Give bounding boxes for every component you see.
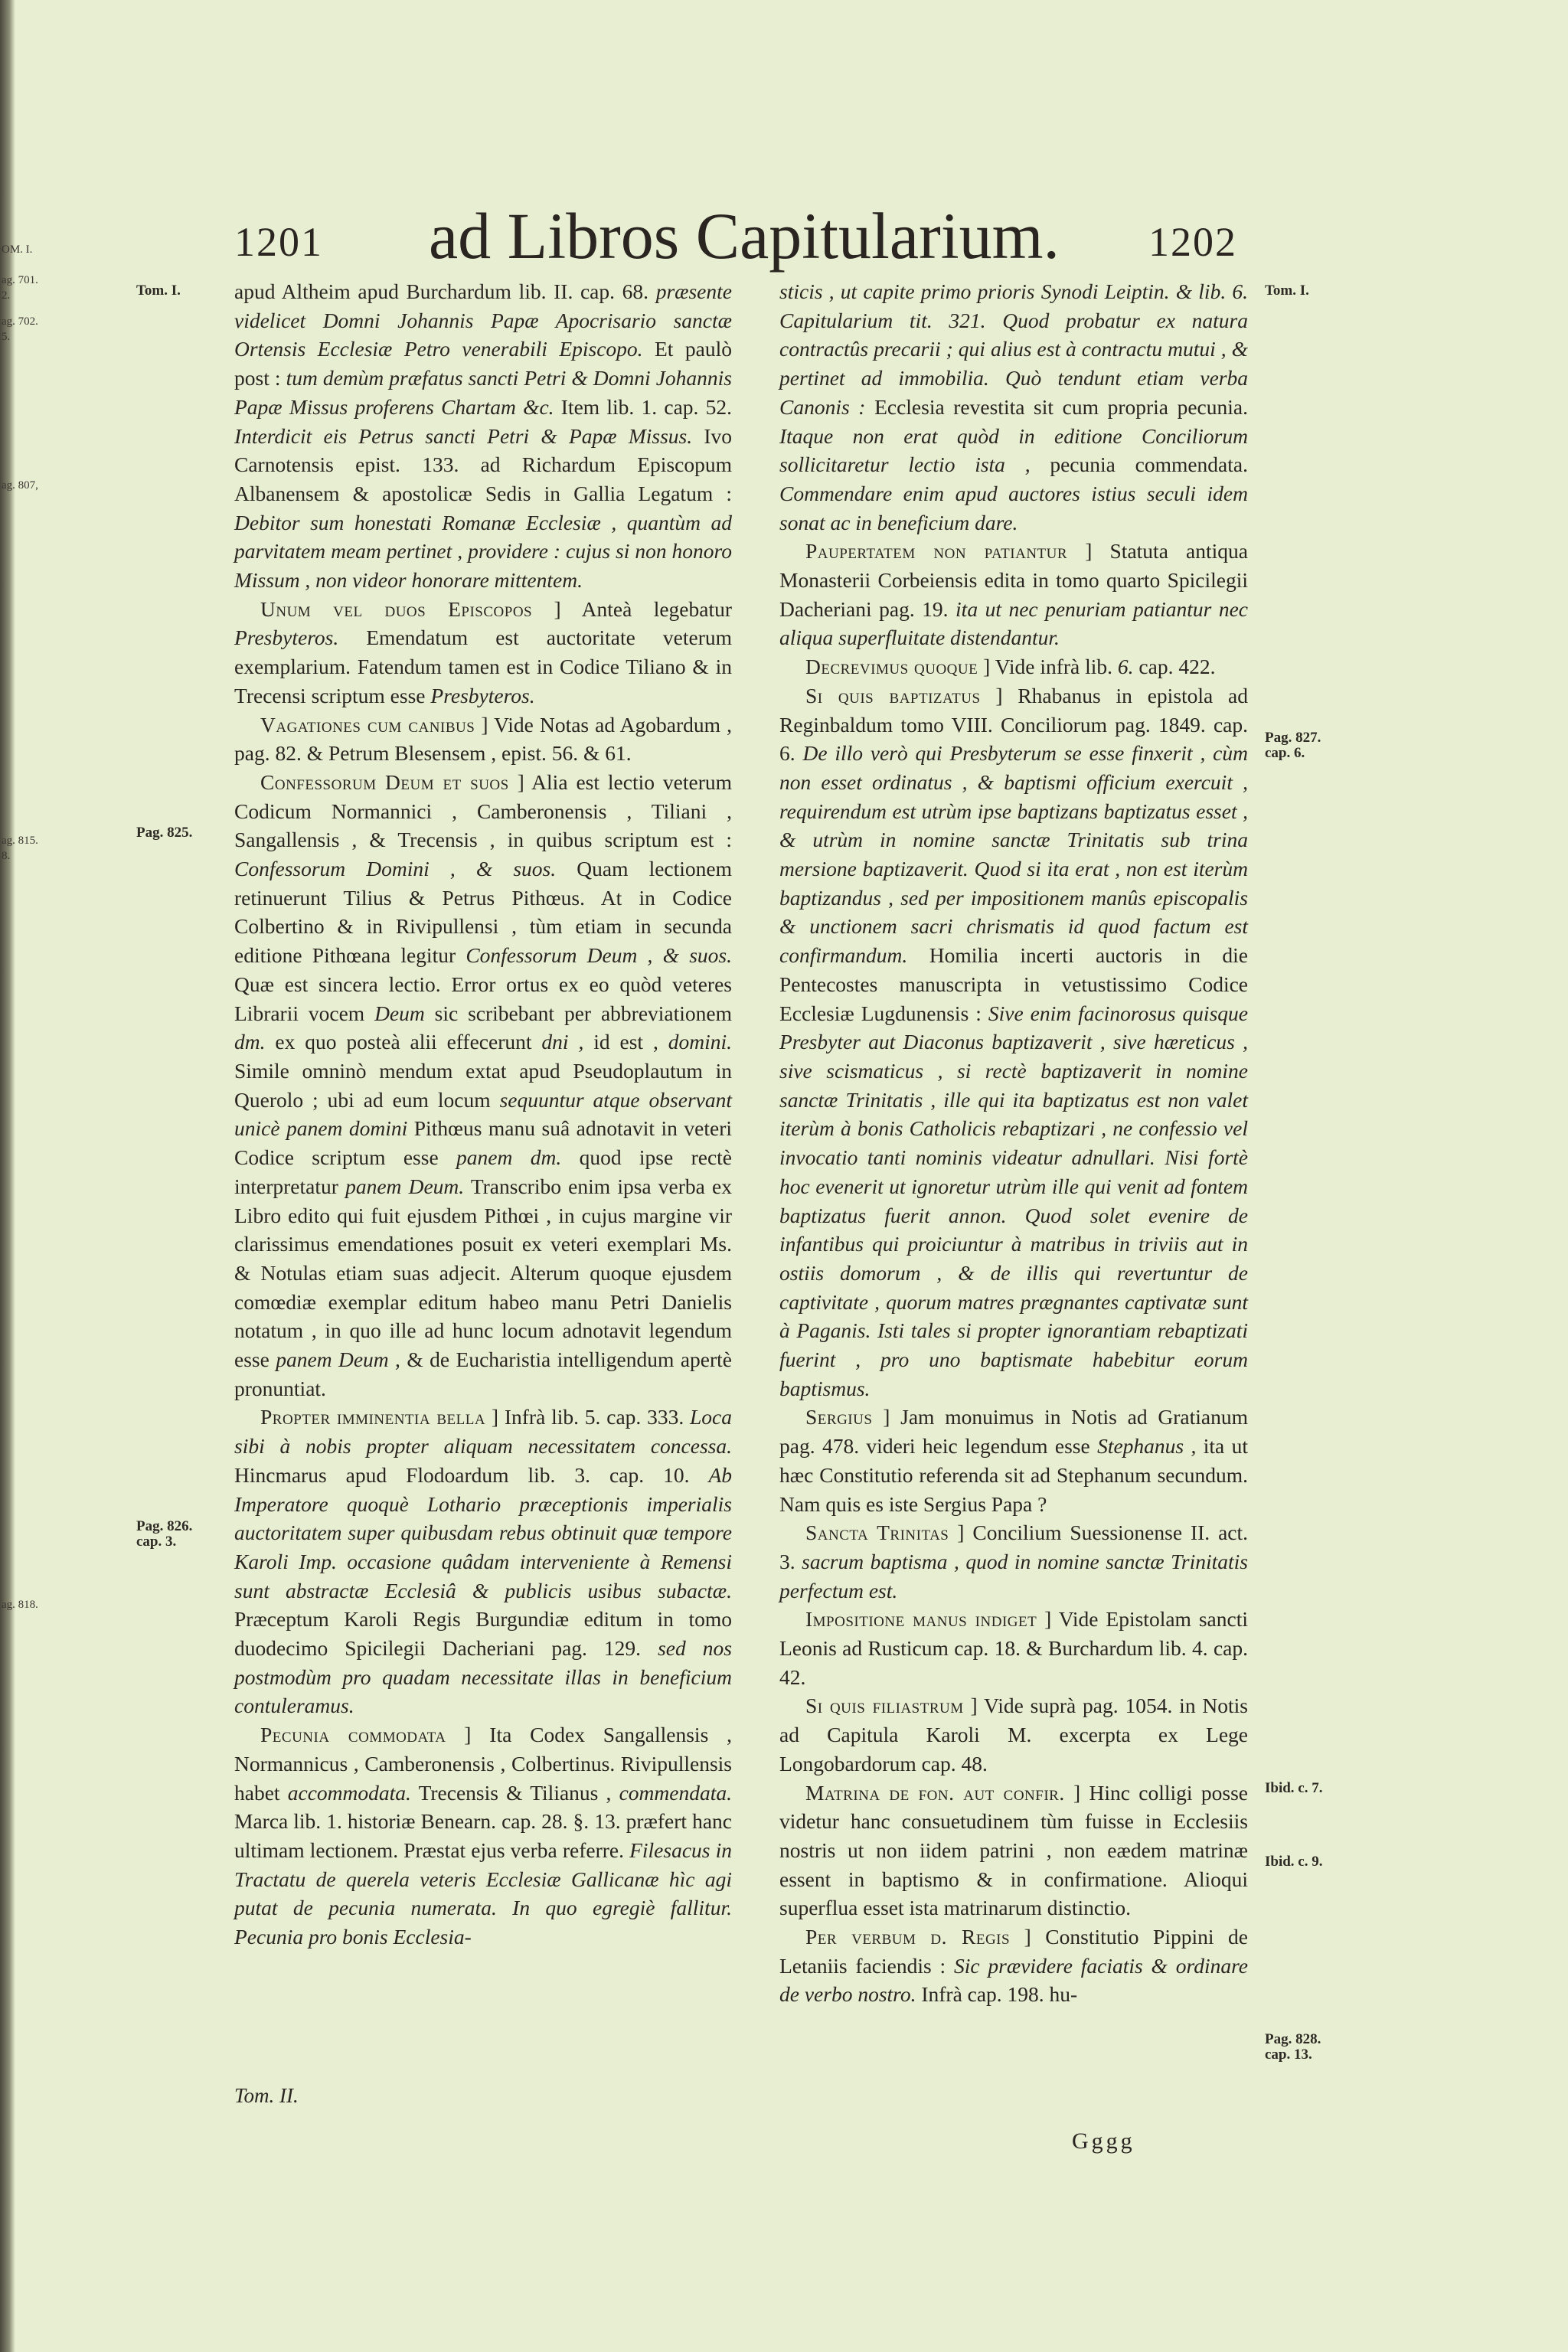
quoted-text: panem dm. xyxy=(456,1145,562,1170)
quoted-text: panem Deum. xyxy=(345,1174,465,1198)
note-text: cap. 422. xyxy=(1133,655,1216,679)
quoted-text: domini. xyxy=(668,1030,732,1054)
note-entry xyxy=(779,1403,1248,1518)
margin-note-left: Tom. I. xyxy=(136,283,181,299)
note-text: quod ipse rectè interpretatur xyxy=(234,1145,732,1198)
note-text: Simile omninò mendum extat apud Pseudoplautum in Querolo ; ubi ad eum locum xyxy=(234,1058,732,1112)
note-entry xyxy=(779,1518,1248,1605)
note-text: Quæ est sincera lectio. Error ortus ex eo quòd veteres Librarii vocem xyxy=(234,972,732,1025)
note-text: & de Eucharistia intelligendum apertè pronuntiat. xyxy=(234,1348,732,1400)
prev-page-fragment: 5. xyxy=(2,331,11,343)
prev-page-fragment: ag. 815. xyxy=(2,835,38,847)
lemma-heading: Si quis filiastrum xyxy=(805,1694,964,1718)
left-page-number: 1201 xyxy=(234,219,323,265)
note-text: ] Alia est lectio veterum Codicum Normannici , Camberonensis , Tiliani , Sangallensis , & Trecensis , in quibus scriptum est : xyxy=(234,769,732,852)
note-text: Item lib. 1. cap. 52. xyxy=(554,394,732,419)
margin-note-left: Pag. 825. xyxy=(136,825,193,841)
lemma-heading: Propter imminentia bella xyxy=(260,1405,486,1429)
quoted-text: Confessorum Domini , & suos. xyxy=(234,857,557,881)
lemma-heading: Vagationes cum canibus xyxy=(260,712,475,737)
note-text: Trecensis & Tilianus , xyxy=(410,1780,619,1805)
running-title: ad Libros Capitularium. xyxy=(429,199,1060,273)
note-text: apud Altheim apud Burchardum lib. II. cap. 68. xyxy=(234,279,656,303)
note-text: ] Vide Epistolam sancti Leonis ad Rusticum cap. 18. & Burchardum lib. 4. cap. 42. xyxy=(779,1607,1248,1689)
note-text: Ivo Carnotensis epist. 133. ad Richardum Episcopum Albanensem & apostolicæ Sedis in Gallia Legatum : xyxy=(234,423,732,505)
prev-page-fragment: 8. xyxy=(2,850,11,862)
note-text: sic scribebant per abbreviationem xyxy=(424,1001,732,1025)
quoted-text: Commendare enim apud auctores istius seculi idem sonat ac in beneficium dare. xyxy=(779,481,1248,534)
margin-note-left: Pag. 826. xyxy=(136,1518,193,1534)
quoted-text: Interdicit eis Petrus sancti Petri & Papæ Missus. xyxy=(234,423,693,448)
note-entry xyxy=(234,1403,732,1720)
note-text: ] Vide infrà lib. xyxy=(978,655,1118,679)
prev-page-fragment: ag. 818. xyxy=(2,1599,38,1611)
note-text: ] Infrà lib. 5. cap. 333. xyxy=(485,1405,691,1429)
note-text: Infrà cap. 198. hu- xyxy=(916,1982,1078,2007)
note-text: Quam lectionem retinuerunt Tilius & Petrus Pithœus. At in Codice Colbertino & in Rivipullensi , tùm etiam in secunda editione Pithœana legitur xyxy=(234,857,732,968)
quoted-text: Ab Imperatore quoquè Lothario præceptionis imperialis auctoritatem super quibusdam rebus obtinuit quæ tempore Karoli Imp. occasione quâdam interveniente à Remensi sunt abstractæ Ecclesiâ & publicis usibus subactæ. xyxy=(234,1462,732,1602)
margin-note-right: Ibid. c. 9. xyxy=(1265,1854,1323,1870)
previous-page-margin-fragments xyxy=(0,230,38,1684)
quoted-text: præsente videlicet Domni Johannis Papæ Apocrisario sanctæ Ortensis Ecclesiæ Petro venerabili Episcopo. xyxy=(234,279,732,361)
lemma-heading: Confessorum Deum et suos xyxy=(260,769,509,794)
quoted-text: sacrum baptisma , quod in nomine sanctæ Trinitatis perfectum est. xyxy=(779,1549,1249,1602)
quoted-text: Stephanus , xyxy=(1097,1434,1197,1459)
lemma-heading: Si quis baptizatus xyxy=(805,683,981,707)
note-entry xyxy=(234,710,732,768)
margin-note-right: cap. 13. xyxy=(1265,2047,1312,2063)
lemma-heading: Per verbum d. Regis xyxy=(805,1925,1011,1949)
prev-page-fragment: 2. xyxy=(2,289,11,302)
quoted-text: dm. xyxy=(234,1030,266,1054)
quoted-text: commendata. xyxy=(619,1780,732,1805)
note-text: ex quo posteà alii effecerunt xyxy=(265,1030,542,1054)
lemma-heading: Sergius xyxy=(805,1405,873,1429)
note-text: ] Statuta antiqua Monasterii Corbeiensis edita in tomo quarto Spicilegii Dacheriani pag. 19. xyxy=(779,539,1248,621)
lemma-heading: Matrina de fon. aut confir. xyxy=(805,1780,1065,1805)
quoted-text: De illo verò qui Presbyterum se esse finxerit , cùm non esset ordinatus , & baptismi officium exercuit , requirendum est utrùm ipse baptizans baptizatus esset , & utrùm in nomine sanctæ Trinitatis sub trina mersione baptizaverit. Quod si ita erat , non est iterùm baptizandus , sed per impositionem manûs episcopalis & unctionem sacri chrismatis id quod factum est confirmandum. xyxy=(779,741,1248,968)
note-entry xyxy=(779,1691,1248,1778)
note-continuation xyxy=(779,277,1248,537)
note-text: ] Rhabanus in epistola ad Reginbaldum tomo VIII. Conciliorum pag. 1849. cap. 6. xyxy=(779,683,1249,766)
note-text: Homilia incerti auctoris in die Pentecostes manuscripta in vetustissimo Codice Ecclesiæ Lugdunensis : xyxy=(779,943,1248,1025)
note-text: Emendatum est auctoritate veterum exemplarium. Fatendum tamen est in Codice Tiliano & in Trecensi scriptum esse xyxy=(234,626,732,707)
quoted-text: 6. xyxy=(1117,655,1134,679)
note-text: ] Jam monuimus in Notis ad Gratianum pag. 478. videri heic legendum esse xyxy=(779,1405,1248,1459)
quoted-text: tum demùm præfatus sancti Petri & Domni Johannis Papæ Missus proferens Chartam &c. xyxy=(234,366,732,419)
prev-page-fragment: ag. 807, xyxy=(2,479,38,492)
margin-note-right: cap. 6. xyxy=(1265,745,1305,761)
right-text-column xyxy=(779,277,1248,2009)
note-text: Hincmarus apud Flodoardum lib. 3. cap. 10. xyxy=(234,1462,709,1487)
quoted-text: Confessorum Deum , & suos. xyxy=(466,943,733,968)
note-entry xyxy=(234,595,732,710)
prev-page-fragment: ag. 702. xyxy=(2,315,38,328)
quoted-text: Sic prævidere faciatis & ordinare de verbo nostro. xyxy=(779,1953,1248,2007)
lemma-heading: Decrevimus quoque xyxy=(805,655,978,679)
note-text: ] Constitutio Pippini de Letaniis faciendis : xyxy=(779,1925,1248,1978)
quoted-text: sequuntur atque observant unicè panem domini xyxy=(234,1087,732,1141)
note-text: Præceptum Karoli Regis Burgundiæ editum in tomo duodecimo Spicilegii Dacheriani pag. 129. xyxy=(234,1607,732,1661)
quoted-text: ita ut nec penuriam patiantur nec aliqua superfluitate distendantur. xyxy=(779,596,1249,650)
quoted-text: Deum xyxy=(374,1001,425,1025)
note-text: ] Hinc colligi posse videtur hanc consuetudinem tùm fuisse in Ecclesiis nostris ut non iidem patrini , non eædem matrinæ essent in baptismo & in confirmatione. Alioqui superflua esset ista matrinarum distinctio. xyxy=(779,1780,1248,1920)
quoted-text: dni , xyxy=(541,1030,584,1054)
margin-note-right: Ibid. c. 7. xyxy=(1265,1780,1323,1796)
margin-note-right: Pag. 827. xyxy=(1265,730,1321,746)
quoted-text: Presbyteros. xyxy=(430,683,535,707)
note-entry xyxy=(234,1720,732,1952)
note-text: Et paulò post : xyxy=(234,337,732,390)
note-entry xyxy=(779,652,1248,681)
note-entry xyxy=(234,768,732,1403)
note-text: ] Vide Notas ad Agobardum , pag. 82. & Petrum Blesensem , epist. 56. & 61. xyxy=(234,712,732,766)
quoted-text: panem Deum , xyxy=(276,1348,400,1372)
note-text: pecunia commendata. xyxy=(1030,452,1248,477)
right-page-number: 1202 xyxy=(1148,219,1237,265)
quoted-text: sticis , ut capite primo prioris Synodi Leiptin. & lib. 6. Capitularium tit. 321. Quod probatur ex natura contractûs precarii ; qui alius est à contractu mutui , & pertinet ad immobilia. Quò tendunt etiam verba Canonis : xyxy=(779,279,1248,419)
quoted-text: Itaque non erat quòd in editione Conciliorum sollicitaretur lectio ista , xyxy=(779,423,1248,477)
quoted-text: Filesacus in Tractatu de querela veteris Ecclesiæ Gallicanæ hìc agi putat de pecunia numerata. In quo egregiè fallitur. Pecunia pro bonis Ecclesia- xyxy=(234,1838,732,1949)
lemma-heading: Unum vel duos Episcopos xyxy=(260,596,533,621)
margin-note-right: Tom. I. xyxy=(1265,283,1309,299)
note-entry xyxy=(779,1605,1248,1691)
quoted-text: Debitor sum honestati Romanæ Ecclesiæ , quantùm ad parvitatem meam pertinet , providere : cujus si non honoro Missum , non videor honorare mittentem. xyxy=(234,510,732,593)
quoted-text: Sive enim facinorosus quisque Presbyter aut Diaconus baptizaverit , sive hæreticus , sive scismaticus , si rectè baptizaverit in nomine sanctæ Trinitatis , ille qui ita baptizatus est non valet iterùm à bonis Catholicis rebaptizari , ne confessio vel invocatio tanti nominis videatur adnullari. Nisi fortè hoc evenerit ut ignoretur utrùm ille qui venit ad fontem baptizatus fuerit annon. Quod solet evenire de infantibus qui proiciuntur à matribus in triviis aut in ostiis domorum , & de illis qui revertuntur de captivitate , quorum matres prægnantes captivatæ sunt à Paganis. Isti tales si propter ignorantiam rebaptizati fuerint , pro uno baptismate habebitur eorum baptismus. xyxy=(779,1001,1248,1400)
lemma-heading: Paupertatem non patiantur xyxy=(805,539,1068,564)
margin-note-right: Pag. 828. xyxy=(1265,2031,1321,2047)
margin-note-left: cap. 3. xyxy=(136,1534,177,1550)
note-entry xyxy=(779,1779,1248,1923)
prev-page-fragment: ag. 701. xyxy=(2,274,38,286)
note-text: Pithœus manu suâ adnotavit in veteri Codice scriptum esse xyxy=(234,1116,732,1170)
prev-page-fragment: OM. I. xyxy=(2,243,33,256)
lemma-heading: Pecunia commodata xyxy=(260,1723,446,1747)
note-text: ita ut hæc Constitutio referenda sit ad Stephanum secundum. Nam quis es iste Sergius Papa ? xyxy=(779,1434,1248,1516)
quoted-text: Loca sibi à nobis propter aliquam necessitatem concessa. xyxy=(234,1405,733,1459)
volume-signature: Tom. II. xyxy=(234,2084,299,2107)
gathering-signature: Gggg xyxy=(1072,2128,1135,2154)
quoted-text: accommodata. xyxy=(287,1780,411,1805)
note-text: Marca lib. 1. historiæ Benearn. cap. 28. §. 13. præfert hanc ultimam lectionem. Præstat ejus verba referre. xyxy=(234,1809,732,1862)
left-text-column xyxy=(234,277,732,1952)
lemma-heading: Impositione manus indiget xyxy=(805,1607,1037,1632)
quoted-text: sed nos postmodùm pro quadam necessitate illas in beneficium contuleramus. xyxy=(234,1636,732,1718)
lemma-heading: Sancta Trinitas xyxy=(805,1521,949,1545)
quoted-text: Presbyteros. xyxy=(234,626,339,650)
note-text: ] Concilium Suessionense II. act. 3. xyxy=(779,1521,1248,1573)
note-text: ] Ita Codex Sangallensis , Normannicus , Camberonensis , Colbertinus. Rivipullensis habet xyxy=(234,1723,732,1805)
note-text: ] Vide suprà pag. 1054. in Notis ad Capitula Karoli M. excerpta ex Lege Longobardorum cap. 48. xyxy=(779,1694,1248,1775)
note-entry xyxy=(779,1922,1248,2009)
note-continuation xyxy=(234,277,732,595)
note-text: ] Anteà legebatur xyxy=(532,596,733,621)
note-text: Ecclesia revestita sit cum propria pecunia. xyxy=(865,394,1248,419)
note-text: Transcribo enim ipsa verba ex Libro edito qui fuit ejusdem Pithœi , in cujus margine vir clarissimus emendationes posuit ex veteri exemplari Ms. & Notulas etiam suas adjecit. Alterum quoque ejusdem comœdiæ exemplar editum habeo manu Petri Danielis notatum , in quo ille ad hunc locum adnotavit legendum esse xyxy=(234,1174,732,1372)
note-entry xyxy=(779,537,1248,652)
note-text: id est , xyxy=(583,1030,668,1054)
note-entry xyxy=(779,681,1248,1403)
